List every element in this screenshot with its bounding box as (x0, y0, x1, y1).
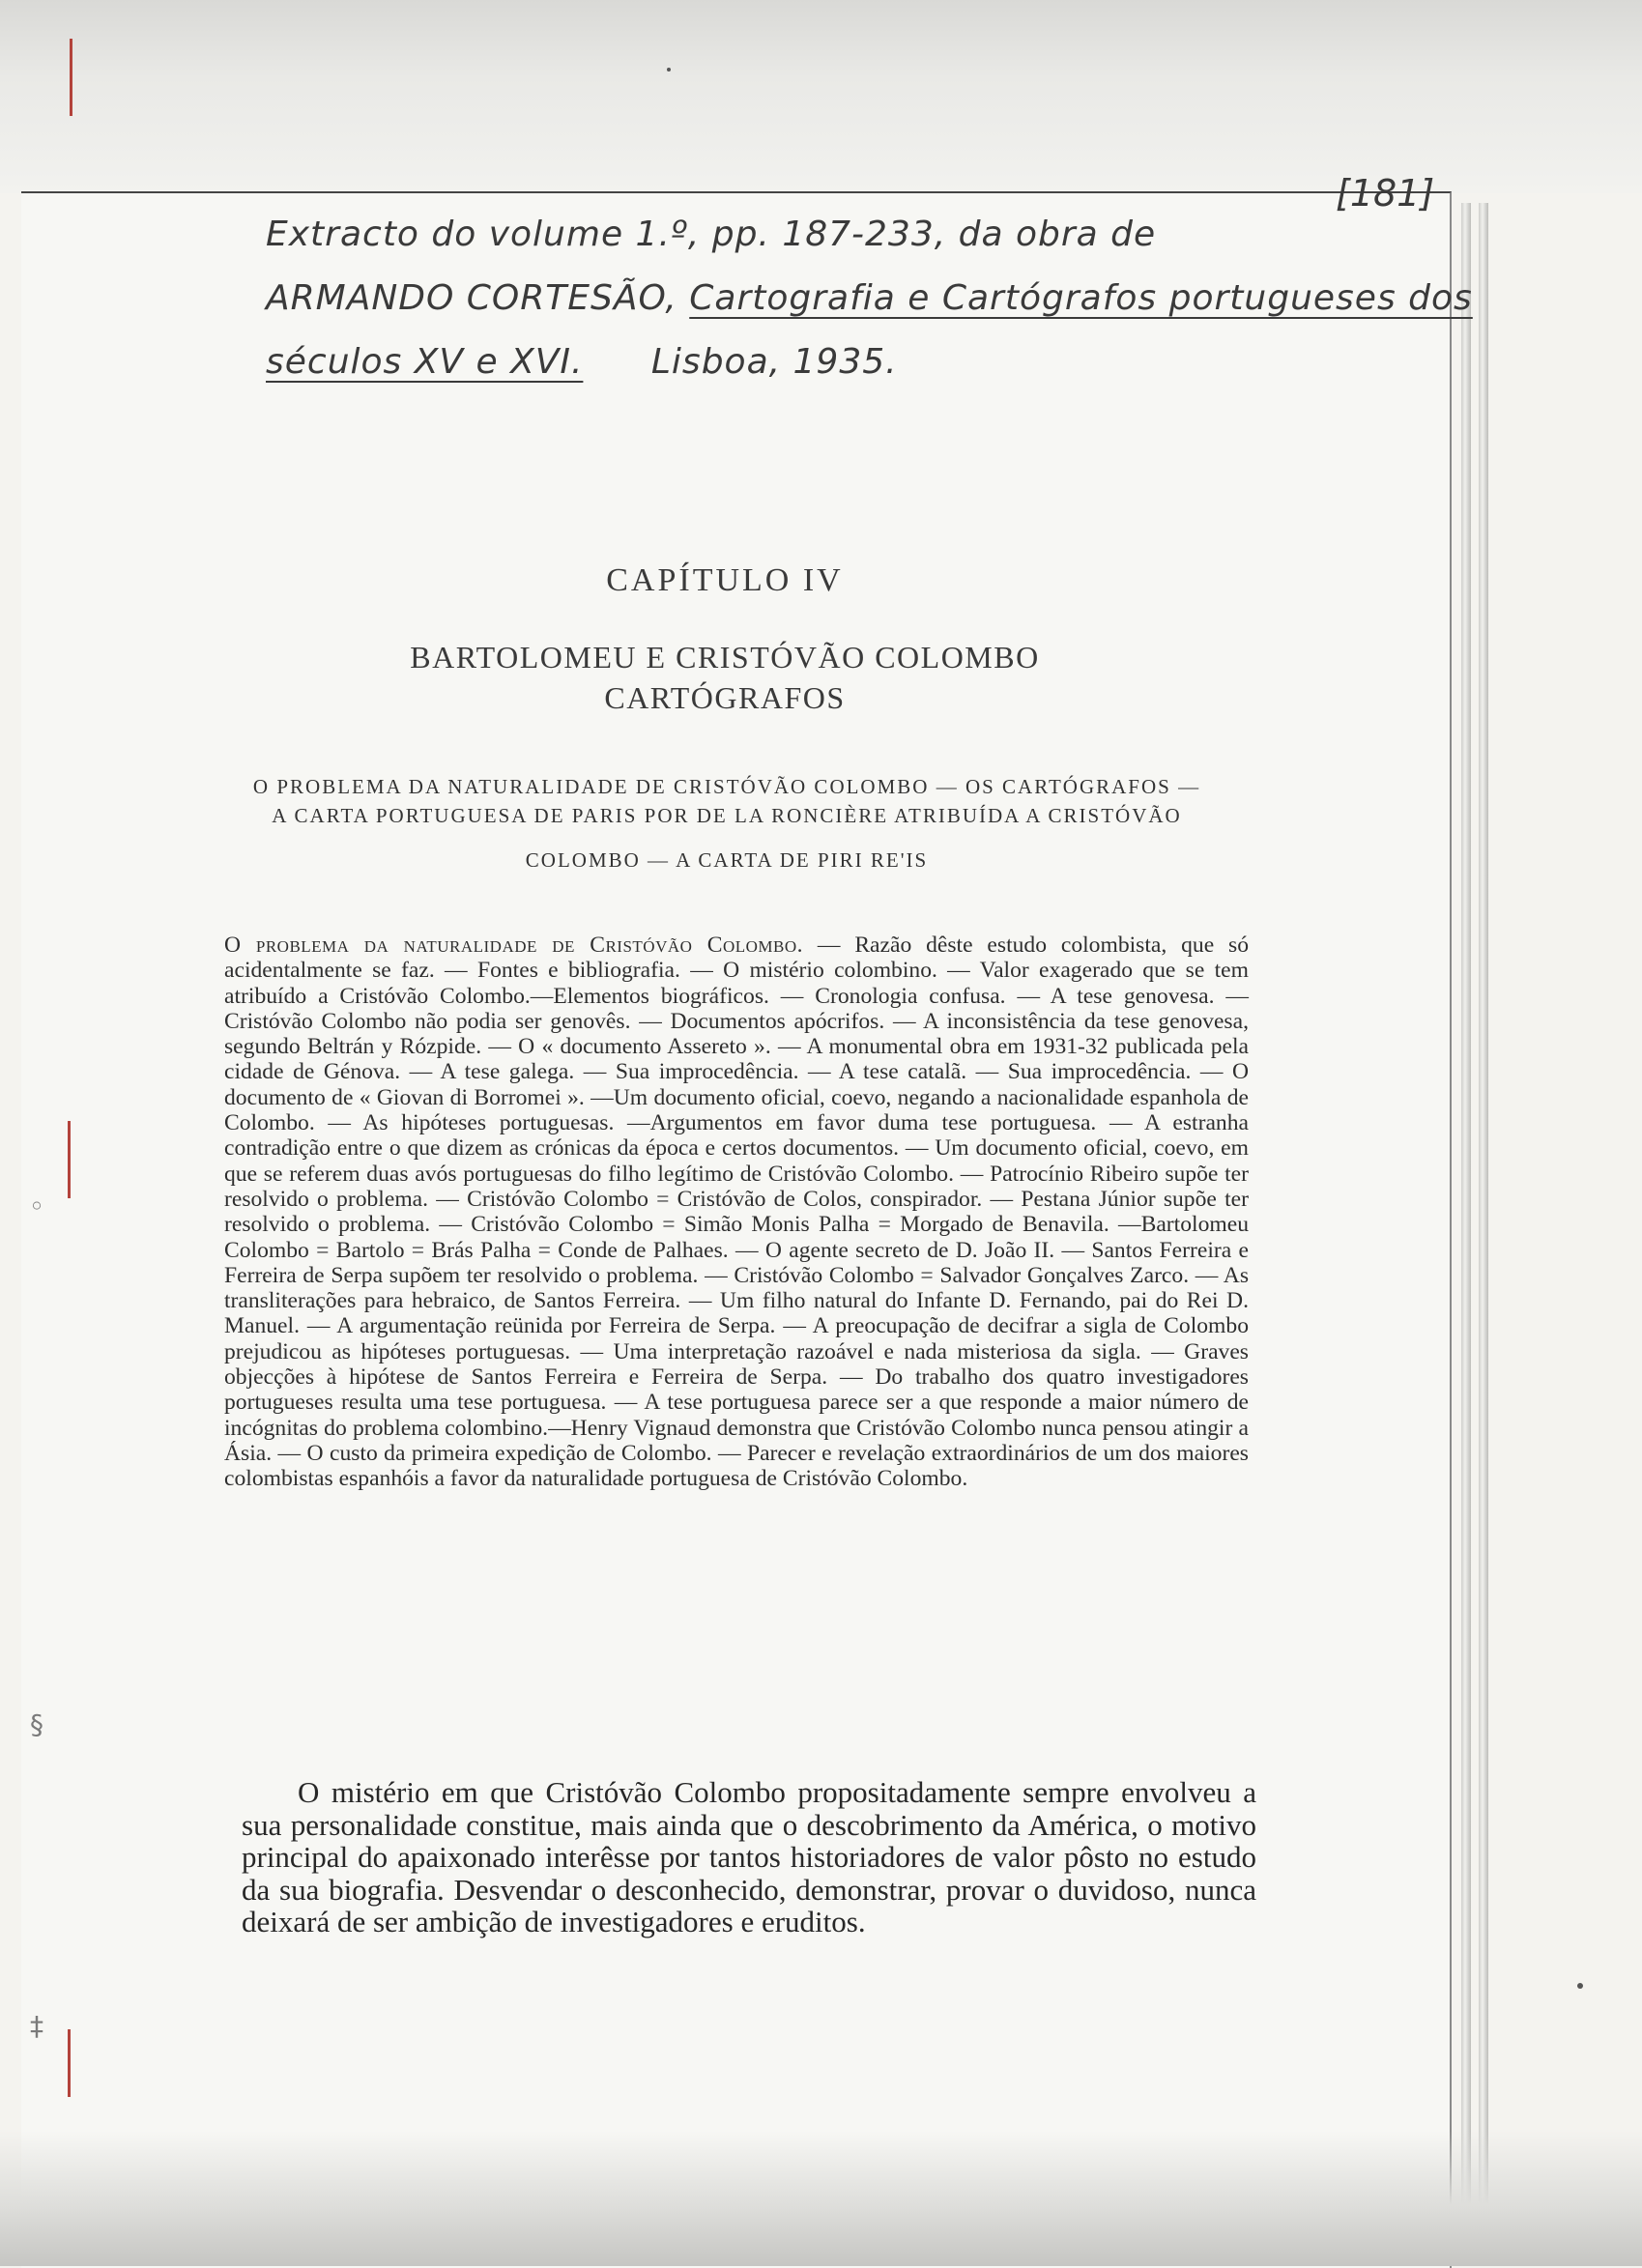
staple-icon: § (30, 1708, 43, 1740)
chapter-title-line1: BARTOLOMEU E CRISTÓVÃO COLOMBO (410, 640, 1040, 675)
scan-top-margin (0, 0, 1642, 193)
handwritten-place-year: Lisboa, 1935. (650, 342, 898, 382)
binding-mark (70, 39, 72, 116)
handwritten-centuries: séculos XV e XVI. (266, 342, 584, 382)
chapter-number: CAPÍTULO IV (606, 562, 844, 598)
handwritten-note-line2 (266, 278, 1473, 318)
summary-lead: O problema da naturalidade de Cristóvão Colombo. (224, 933, 804, 958)
section-summary (224, 933, 1249, 1492)
chapter-title-line2: CARTÓGRAFOS (604, 680, 846, 715)
summary-heading-line: O PROBLEMA DA NATURALIDADE DE CRISTÓVÃO COLOMBO — OS CARTÓGRAFOS — (252, 775, 1201, 798)
handwritten-note-line1: Extracto do volume 1.º, pp. 187-233, da obra de (266, 215, 1157, 254)
summary-heading-line: A CARTA PORTUGUESA DE PARIS POR DE LA RONCIÈRE ATRIBUÍDA A CRISTÓVÃO (272, 804, 1182, 827)
handwritten-note-line3 (266, 342, 1377, 382)
body-paragraph: O mistério em que Cristóvão Colombo propositadamente sempre envolveu a sua personalidade constitue, mais ainda que o descobrimento da América, o motivo principal do apaixonado interêsse por tantos historiadores de valor pôsto no estudo da sua biografia. Desvendar o desconhecido, demonstrar, provar o duvidoso, nunca deixará de ser ambição de investigadores e eruditos. (242, 1775, 1256, 1938)
summary-text: — Razão dêste estudo colombista, que só acidentalmente se faz. — Fontes e bibliografia. — O mistério colombino. — Valor exagerado que se tem atribuído a Cristóvão Colombo.—Elementos biográficos. — Cronologia confusa. — A tese genovesa. — Cristóvão Colombo não podia ser genovês. — Documentos apócrifos. — A inconsistência da tese genovesa, segundo Beltrán y Rózpide. — O « documento Assereto ». — A monumental obra em 1931-32 publicada pela cidade de Génova. — A tese galega. — Sua improcedência. — A tese catalã. — Sua improcedência. — O documento de « Giovan di Borromei ». —Um documento oficial, coevo, negando a nacionalidade espanhola de Colombo. — As hipóteses portuguesas. —Argumentos em favor duma tese portuguesa. — A estranha contradição entre o que dizem as crónicas da época e certos documentos. — Um documento oficial, coevo, em que se referem duas avós portuguesas do filho legítimo de Cristóvão Colombo. — Patrocínio Ribeiro supõe ter resolvido o problema. — Cristóvão Colombo = Cristóvão de Colos, conspirador. — Pestana Júnior supõe ter resolvido o problema. — Cristóvão Colombo = Simão Monis Palha = Morgado de Benavila. —Bartolomeu Colombo = Bartolo = Brás Palha = Conde de Palhaes. — O agente secreto de D. João II. — Santos Ferreira e Ferreira de Serpa supõem ter resolvido o problema. — Cristóvão Colombo = Salvador Gonçalves Zarco. — As transliterações para hebraico, de Santos Ferreira. — Um filho natural do Infante D. Fernando, pai do Rei D. Manuel. — A argumentação reünida por Ferreira de Serpa. — A preocupação de decifrar a sigla de Colombo prejudicou as hipóteses portuguesas. — Uma interpretação razoável e nada misteriosa da sigla. — Graves objecções à hipótese de Santos Ferreira e Ferreira de Serpa. — Do trabalho dos quatro investigadores portugueses resulta uma tese portuguesa. — A tese portuguesa parece ser a que responde a maior número de incógnitas do problema colombino.—Henry Vignaud demonstra que Cristóvão Colombo nunca pensou atingir a Ásia. — O custo da primeira expedição de Colombo. — Parecer e revelação extraordinários de um dos maiores colombistas espanhóis a favor da naturalidade portuguesa de Cristóvão Colombo. (224, 933, 1249, 1492)
scan-bottom-margin (0, 2131, 1642, 2266)
folio-number: [181] (1336, 172, 1435, 215)
summary-heading-line: COLOMBO — A CARTA DE PIRI RE'IS (525, 848, 929, 872)
handwritten-book-title: Cartografia e Cartógrafos portugueses dos (689, 278, 1473, 318)
scan-speck (667, 68, 671, 72)
page-stack-edge (1479, 203, 1488, 2266)
binding-mark (68, 1121, 71, 1198)
staple-icon: ‡ (30, 2010, 43, 2042)
binding-mark (68, 2029, 71, 2097)
staple-icon: ◦ (28, 1191, 45, 1222)
handwritten-author: ARMANDO CORTESÃO, (266, 278, 677, 318)
scan-speck (1577, 1983, 1583, 1989)
page-stack-edge (1461, 203, 1471, 2266)
